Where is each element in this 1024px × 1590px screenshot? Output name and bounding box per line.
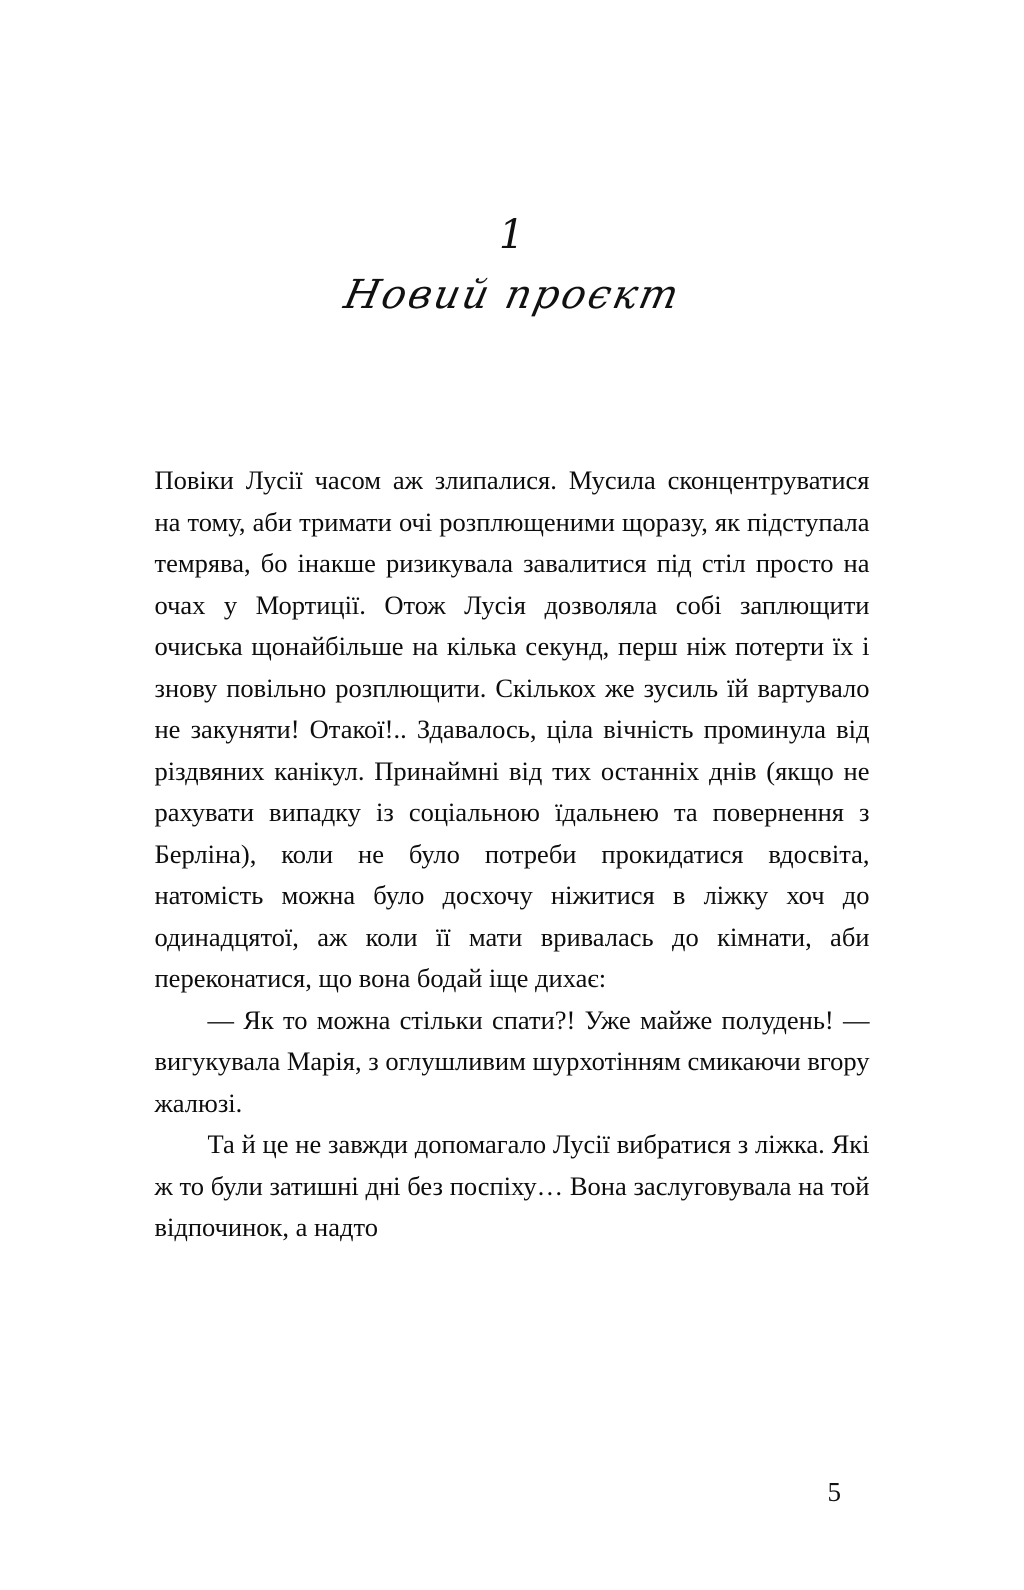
chapter-title: Новий проєкт [339, 272, 685, 318]
chapter-heading [0, 212, 1024, 318]
paragraph: Повіки Лусії часом аж злипалися. Мусила сконцентруватися на тому, аби тримати очі розплющеними щоразу, як підступала темрява, бо інакше ризикувала завалитися під стіл просто на очах у Мортиції. Отож Лусія дозволяла собі заплющити очиська щонайбільше на кілька секунд, перш ніж потерти їх і знову повільно розплющити. Скількох же зусиль їй вартувало не закуняти! Отакої!.. Здавалось, ціла вічність проминула від різдвяних канікул. Принаймні від тих останніх днів (якщо не рахувати випадку із соціальною їдальнею та повернення з Берліна), коли не було потреби прокидатися вдосвіта, натомість можна було досхочу ніжитися в ліжку хоч до одинадцятої, аж коли її мати вривалась до кімнати, аби переконатися, що вона бодай іще дихає: [154, 465, 870, 993]
paragraph: — Як то можна стільки спати?! Уже майже полудень! — вигукувала Марія, з оглушливим шурхотінням смикаючи вгору жалюзі. [154, 1004, 870, 1118]
chapter-number: 1 [498, 212, 526, 258]
body-text [155, 317, 870, 1249]
page-number: 5 [827, 1477, 841, 1507]
paragraph: Та й це не завжди допомагало Лусії вибратися з ліжка. Які ж то були затишні дні без поспіху… Вона заслуговувала на той відпочинок, а надто [154, 1129, 870, 1242]
